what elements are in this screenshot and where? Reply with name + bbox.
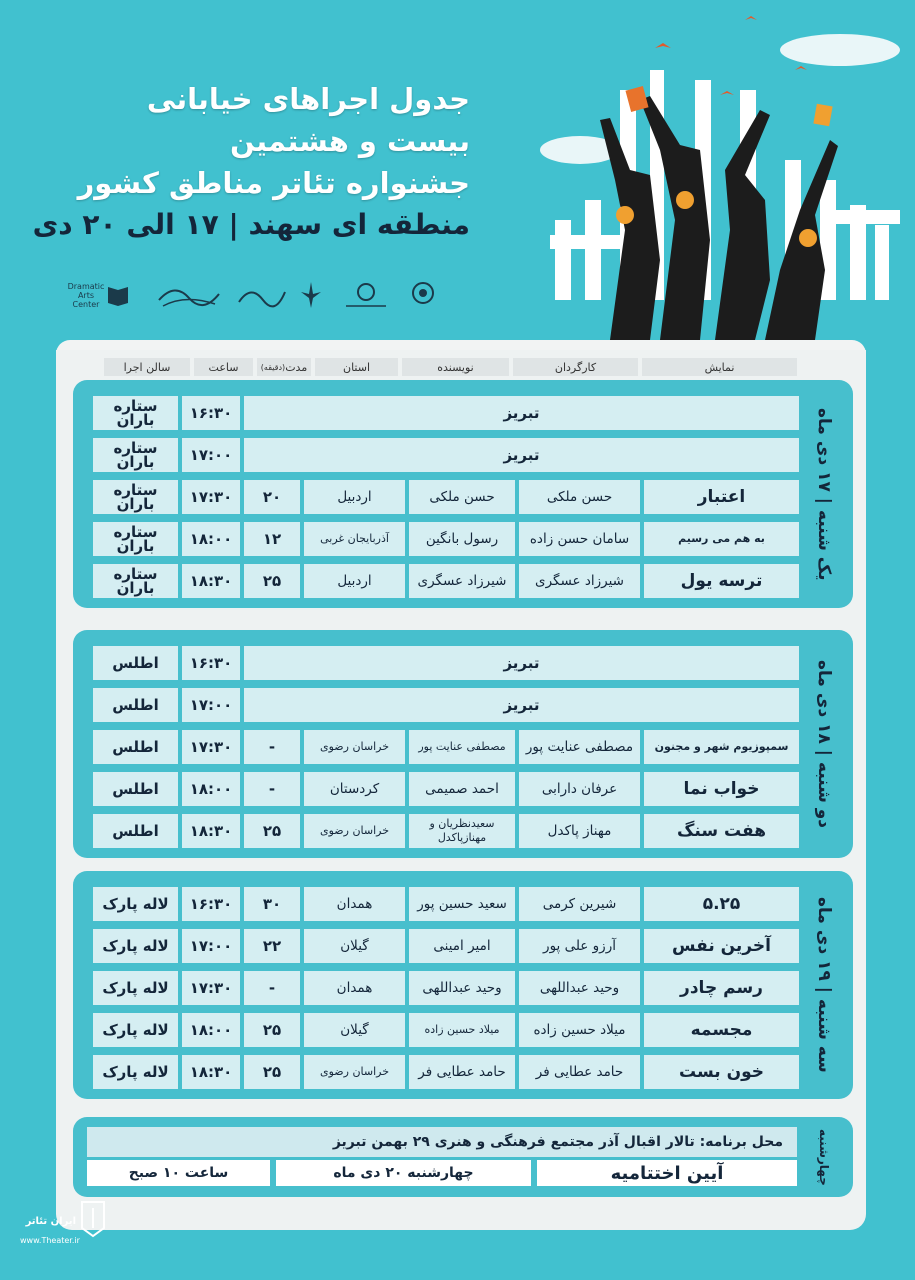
- day-section: [73, 630, 853, 858]
- director-cell: شیرین کرمی: [519, 887, 640, 921]
- closing-ceremony: آیین اختتامیه: [537, 1160, 797, 1186]
- time-cell: ۱۷:۰۰: [182, 438, 240, 472]
- duration-cell: ۲۵: [244, 1055, 300, 1089]
- dramatic-arts-text: Dramatic Arts Center: [67, 281, 105, 309]
- director-cell: مصطفی عنایت پور: [519, 730, 640, 764]
- time-cell: ۱۶:۳۰: [182, 396, 240, 430]
- title-block: [32, 78, 470, 246]
- title-line-3: جشنواره تئاتر مناطق کشور: [77, 166, 470, 200]
- header-duration-label: مدت: [285, 360, 308, 374]
- column-headers: [90, 358, 797, 376]
- show-cell: مجسمه: [644, 1013, 799, 1047]
- day-label: [801, 630, 847, 858]
- theater-watermark: [20, 1198, 130, 1258]
- dramatic-arts-logo: [58, 272, 138, 318]
- time-cell: ۱۷:۰۰: [182, 929, 240, 963]
- show-cell: آخرین نفس: [644, 929, 799, 963]
- venue-cell: لاله پارک: [93, 929, 178, 963]
- table-row: [93, 772, 799, 806]
- director-cell: وحید عبداللهی: [519, 971, 640, 1005]
- header-duration: [257, 358, 311, 376]
- director-cell: شیرزاد عسگری: [519, 564, 640, 598]
- header-time: ساعت: [194, 358, 253, 376]
- calligraphy-logo-1: [153, 272, 223, 318]
- title-line-2: بیست و هشتمین: [230, 124, 470, 158]
- theater-name: ایران تئاتر: [25, 1216, 76, 1227]
- duration-cell: ۲۵: [244, 814, 300, 848]
- writer-cell: رسول بانگین: [409, 522, 515, 556]
- time-cell: ۱۸:۰۰: [182, 772, 240, 806]
- table-row: [93, 522, 799, 556]
- city-span-cell: تبریز: [244, 646, 799, 680]
- director-cell: حسن ملکی: [519, 480, 640, 514]
- table-row: [93, 730, 799, 764]
- director-cell: آرزو علی پور: [519, 929, 640, 963]
- venue-cell: ستاره باران: [93, 438, 178, 472]
- writer-cell: احمد صمیمی: [409, 772, 515, 806]
- table-row: [93, 564, 799, 598]
- province-cell: خراسان رضوی: [304, 730, 405, 764]
- table-row: [93, 646, 799, 680]
- show-cell: اعتبار: [644, 480, 799, 514]
- day-section: [73, 871, 853, 1099]
- venue-cell: اطلس: [93, 814, 178, 848]
- day-label-text: یک شنبه | ۱۷ دی ماه: [814, 407, 834, 581]
- show-cell: هفت سنگ: [644, 814, 799, 848]
- show-cell: ترسه یول: [644, 564, 799, 598]
- closing-location-bar: [87, 1127, 797, 1157]
- table-row: [93, 887, 799, 921]
- festival-artwork: [540, 0, 915, 340]
- duration-cell: ۳۰: [244, 887, 300, 921]
- venue-cell: اطلس: [93, 646, 178, 680]
- time-cell: ۱۸:۰۰: [182, 522, 240, 556]
- book-icon: [106, 283, 130, 307]
- calligraphy-logo-2: [233, 272, 288, 318]
- writer-cell: مصطفی عنایت پور: [409, 730, 515, 764]
- province-cell: گیلان: [304, 1013, 405, 1047]
- venue-cell: ستاره باران: [93, 480, 178, 514]
- municipality-logo: [403, 272, 443, 318]
- time-cell: ۱۸:۳۰: [182, 1055, 240, 1089]
- sponsor-logos: [58, 272, 458, 318]
- director-cell: سامان حسن زاده: [519, 522, 640, 556]
- venue-cell: ستاره باران: [93, 522, 178, 556]
- time-cell: ۱۶:۳۰: [182, 887, 240, 921]
- duration-cell: -: [244, 772, 300, 806]
- time-cell: ۱۷:۳۰: [182, 480, 240, 514]
- day-label: [801, 871, 847, 1099]
- writer-cell: وحید عبداللهی: [409, 971, 515, 1005]
- director-cell: عرفان دارابی: [519, 772, 640, 806]
- table-row: [93, 396, 799, 430]
- show-cell: سمپوزیوم شهر و مجنون: [644, 730, 799, 764]
- venue-cell: لاله پارک: [93, 1055, 178, 1089]
- province-cell: اردبیل: [304, 480, 405, 514]
- show-cell: خون بست: [644, 1055, 799, 1089]
- closing-day-label: [801, 1117, 847, 1197]
- table-row: [93, 971, 799, 1005]
- show-cell: خواب نما: [644, 772, 799, 806]
- venue-cell: اطلس: [93, 772, 178, 806]
- ministry-logo: [338, 272, 393, 318]
- time-cell: ۱۷:۳۰: [182, 971, 240, 1005]
- closing-section: [73, 1117, 853, 1197]
- province-cell: خراسان رضوی: [304, 1055, 405, 1089]
- venue-cell: ستاره باران: [93, 564, 178, 598]
- venue-cell: لاله پارک: [93, 1013, 178, 1047]
- duration-cell: ۲۲: [244, 929, 300, 963]
- city-span-cell: تبریز: [244, 688, 799, 722]
- day-label-text: سه شنبه | ۱۹ دی ماه: [814, 897, 834, 1073]
- writer-cell: سعید حسین پور: [409, 887, 515, 921]
- closing-day-text: چهارشنبه: [817, 1128, 831, 1186]
- table-row: [93, 1055, 799, 1089]
- show-cell: رسم چادر: [644, 971, 799, 1005]
- duration-cell: ۲۵: [244, 564, 300, 598]
- closing-location: محل برنامه: تالار اقبال آذر مجتمع فرهنگی و هنری ۲۹ بهمن تبریز: [332, 1134, 783, 1150]
- header-writer: نویسنده: [402, 358, 509, 376]
- venue-cell: لاله پارک: [93, 971, 178, 1005]
- city-span-cell: تبریز: [244, 396, 799, 430]
- writer-cell: سعیدنظریان و مهنازپاکدل: [409, 814, 515, 848]
- city-span-cell: تبریز: [244, 438, 799, 472]
- duration-cell: ۲۵: [244, 1013, 300, 1047]
- director-cell: میلاد حسین زاده: [519, 1013, 640, 1047]
- director-cell: حامد عطایی فر: [519, 1055, 640, 1089]
- day-label: [801, 380, 847, 608]
- province-cell: آذربایجان غربی: [304, 522, 405, 556]
- province-cell: اردبیل: [304, 564, 405, 598]
- time-cell: ۱۶:۳۰: [182, 646, 240, 680]
- duration-cell: -: [244, 730, 300, 764]
- province-cell: همدان: [304, 887, 405, 921]
- title-line-1: جدول اجراهای خیابانی: [146, 82, 470, 116]
- title-line-4: منطقه ای سهند | ۱۷ الی ۲۰ دی: [32, 208, 470, 241]
- writer-cell: حامد عطایی فر: [409, 1055, 515, 1089]
- venue-cell: اطلس: [93, 688, 178, 722]
- time-cell: ۱۸:۳۰: [182, 814, 240, 848]
- province-cell: خراسان رضوی: [304, 814, 405, 848]
- header-show: نمایش: [642, 358, 797, 376]
- duration-cell: ۲۰: [244, 480, 300, 514]
- writer-cell: امیر امینی: [409, 929, 515, 963]
- header-province: استان: [315, 358, 398, 376]
- show-cell: به هم می رسیم: [644, 522, 799, 556]
- director-cell: مهناز پاکدل: [519, 814, 640, 848]
- table-row: [93, 814, 799, 848]
- time-cell: ۱۸:۰۰: [182, 1013, 240, 1047]
- time-cell: ۱۸:۳۰: [182, 564, 240, 598]
- writer-cell: حسن ملکی: [409, 480, 515, 514]
- emblem-logo: [296, 272, 326, 318]
- closing-time: ساعت ۱۰ صبح: [87, 1160, 270, 1186]
- venue-cell: لاله پارک: [93, 887, 178, 921]
- table-row: [93, 1013, 799, 1047]
- duration-cell: ۱۲: [244, 522, 300, 556]
- header-venue: سالن اجرا: [104, 358, 190, 376]
- table-row: [93, 480, 799, 514]
- day-label-text: دو شنبه | ۱۸ دی ماه: [814, 659, 834, 829]
- show-cell: ۵.۲۵: [644, 887, 799, 921]
- table-row: [93, 929, 799, 963]
- time-cell: ۱۷:۰۰: [182, 688, 240, 722]
- province-cell: همدان: [304, 971, 405, 1005]
- venue-cell: اطلس: [93, 730, 178, 764]
- province-cell: کردستان: [304, 772, 405, 806]
- header-duration-unit: (دقیقه): [260, 362, 286, 372]
- writer-cell: میلاد حسین زاده: [409, 1013, 515, 1047]
- day-section: [73, 380, 853, 608]
- time-cell: ۱۷:۳۰: [182, 730, 240, 764]
- venue-cell: ستاره باران: [93, 396, 178, 430]
- writer-cell: شیرزاد عسگری: [409, 564, 515, 598]
- province-cell: گیلان: [304, 929, 405, 963]
- header-director: کارگردان: [513, 358, 638, 376]
- table-row: [93, 688, 799, 722]
- closing-date: چهارشنبه ۲۰ دی ماه: [276, 1160, 531, 1186]
- theater-logo-icon: [78, 1198, 108, 1238]
- table-row: [93, 438, 799, 472]
- theater-site: www.Theater.ir: [20, 1236, 80, 1245]
- duration-cell: -: [244, 971, 300, 1005]
